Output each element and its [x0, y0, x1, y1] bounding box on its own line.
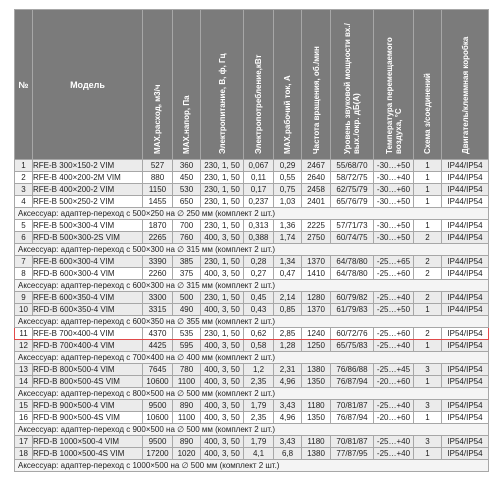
table-row [15, 292, 489, 304]
header-rotation-speed-text: Частота вращения, об./мин [311, 45, 321, 154]
cell-max-pressure: 780 [173, 364, 201, 376]
accessory-note: Аксессуар: адаптер-переход с 500×300 на ∅ 315 мм (комплект 2 шт.) [15, 244, 489, 256]
cell-air-temperature: -30…+50 [374, 220, 414, 232]
cell-air-temperature: -30…+40 [374, 172, 414, 184]
cell-max-current: 6,8 [274, 448, 302, 460]
cell-max-pressure: 360 [173, 160, 201, 172]
cell-max-pressure: 760 [173, 232, 201, 244]
cell-number: 16 [15, 412, 33, 424]
accessory-row [15, 388, 489, 400]
header-air-temperature [374, 10, 414, 160]
cell-power-supply: 230, 1, 50 [201, 172, 244, 184]
cell-rotation-speed: 1350 [302, 412, 331, 424]
cell-model: RFE-B 600×350-4 VIM [33, 292, 143, 304]
cell-sound-power: 64/78/80 [331, 256, 374, 268]
table-row [15, 184, 489, 196]
cell-max-flow: 1870 [143, 220, 173, 232]
cell-power-consumption: 0,43 [244, 304, 274, 316]
cell-motor-terminal-box: IP54/IP54 [442, 328, 489, 340]
table-row [15, 160, 489, 172]
cell-max-current: 3,43 [274, 436, 302, 448]
cell-max-current: 0,47 [274, 268, 302, 280]
header-model [33, 10, 143, 160]
cell-power-consumption: 0,28 [244, 256, 274, 268]
cell-max-pressure: 375 [173, 268, 201, 280]
header-row [15, 10, 489, 160]
cell-model: RFD-B 1000×500-4S VIM [33, 448, 143, 460]
cell-power-supply: 400, 3, 50 [201, 436, 244, 448]
cell-sound-power: 70/81/87 [331, 436, 374, 448]
cell-model: RFE-B 700×400-4 VIM [33, 328, 143, 340]
cell-air-temperature: -25…+50 [374, 304, 414, 316]
cell-air-temperature: -25…+40 [374, 400, 414, 412]
cell-number: 11 [15, 328, 33, 340]
cell-number: 13 [15, 364, 33, 376]
cell-power-supply: 230, 1, 50 [201, 256, 244, 268]
header-max-current [274, 10, 302, 160]
cell-wiring-scheme: 1 [414, 376, 442, 388]
cell-rotation-speed: 1240 [302, 328, 331, 340]
cell-rotation-speed: 1370 [302, 304, 331, 316]
cell-power-consumption: 0,45 [244, 292, 274, 304]
cell-number: 17 [15, 436, 33, 448]
cell-number: 6 [15, 232, 33, 244]
cell-max-flow: 2265 [143, 232, 173, 244]
cell-motor-terminal-box: IP54/IP54 [442, 436, 489, 448]
cell-wiring-scheme: 3 [414, 436, 442, 448]
table-row [15, 340, 489, 352]
cell-model: RFD-B 1000×500-4 VIM [33, 436, 143, 448]
header-power-supply-text: Электропитание, В, ф, Гц [217, 53, 227, 154]
cell-model: RFD-B 900×500-4 VIM [33, 400, 143, 412]
cell-max-pressure: 890 [173, 436, 201, 448]
header-rotation-speed [302, 10, 331, 160]
cell-max-current: 1,34 [274, 256, 302, 268]
cell-max-flow: 10600 [143, 376, 173, 388]
cell-max-flow: 9500 [143, 400, 173, 412]
cell-power-consumption: 1,79 [244, 436, 274, 448]
cell-power-consumption: 0,58 [244, 340, 274, 352]
cell-power-supply: 400, 3, 50 [201, 340, 244, 352]
cell-max-current: 4,96 [274, 412, 302, 424]
cell-air-temperature: -30…+60 [374, 184, 414, 196]
cell-sound-power: 65/76/79 [331, 196, 374, 208]
cell-sound-power: 61/79/83 [331, 304, 374, 316]
cell-rotation-speed: 1250 [302, 340, 331, 352]
cell-power-consumption: 0,62 [244, 328, 274, 340]
cell-max-pressure: 1100 [173, 412, 201, 424]
cell-rotation-speed: 2750 [302, 232, 331, 244]
cell-rotation-speed: 1380 [302, 364, 331, 376]
cell-sound-power: 62/75/79 [331, 184, 374, 196]
fan-spec-table [14, 9, 489, 472]
cell-air-temperature: -25…+45 [374, 364, 414, 376]
cell-number: 9 [15, 292, 33, 304]
cell-sound-power: 58/72/75 [331, 172, 374, 184]
cell-max-current: 1,74 [274, 232, 302, 244]
cell-power-consumption: 0,27 [244, 268, 274, 280]
cell-max-current: 1,36 [274, 220, 302, 232]
cell-air-temperature: -25…+40 [374, 292, 414, 304]
cell-wiring-scheme: 2 [414, 256, 442, 268]
cell-max-pressure: 700 [173, 220, 201, 232]
cell-max-current: 2,31 [274, 364, 302, 376]
cell-model: RFE-B 400×200-2 VIM [33, 184, 143, 196]
cell-model: RFD-B 600×300-4 VIM [33, 268, 143, 280]
cell-motor-terminal-box: IP44/IP54 [442, 268, 489, 280]
cell-sound-power: 76/86/88 [331, 364, 374, 376]
cell-max-flow: 4370 [143, 328, 173, 340]
cell-sound-power: 77/87/95 [331, 448, 374, 460]
cell-motor-terminal-box: IP54/IP54 [442, 400, 489, 412]
cell-motor-terminal-box: IP44/IP54 [442, 304, 489, 316]
cell-power-supply: 230, 1, 50 [201, 160, 244, 172]
cell-wiring-scheme: 1 [414, 340, 442, 352]
cell-max-flow: 3300 [143, 292, 173, 304]
cell-air-temperature: -25…+40 [374, 436, 414, 448]
accessory-row [15, 424, 489, 436]
cell-model: RFE-B 500×300-4 VIM [33, 220, 143, 232]
table-row [15, 448, 489, 460]
table-row [15, 412, 489, 424]
cell-motor-terminal-box: IP44/IP54 [442, 220, 489, 232]
table-row [15, 436, 489, 448]
cell-air-temperature: -20…+60 [374, 376, 414, 388]
cell-max-current: 2,14 [274, 292, 302, 304]
cell-air-temperature: -30…+50 [374, 160, 414, 172]
cell-number: 4 [15, 196, 33, 208]
cell-power-supply: 400, 3, 50 [201, 268, 244, 280]
cell-model: RFD-B 800×500-4 VIM [33, 364, 143, 376]
table-row [15, 196, 489, 208]
cell-power-consumption: 4,1 [244, 448, 274, 460]
cell-max-pressure: 1100 [173, 376, 201, 388]
cell-model: RFD-B 700×400-4 VIM [33, 340, 143, 352]
cell-max-pressure: 1020 [173, 448, 201, 460]
cell-max-pressure: 530 [173, 184, 201, 196]
cell-max-flow: 7645 [143, 364, 173, 376]
header-power-consumption-text: Электропотребление,кВт [254, 54, 263, 154]
cell-max-flow: 3390 [143, 256, 173, 268]
accessory-note: Аксессуар: адаптер-переход с 600×300 на ∅ 315 мм (комплект 2 шт.) [15, 280, 489, 292]
cell-wiring-scheme: 1 [414, 304, 442, 316]
table-body [15, 160, 489, 472]
table-row [15, 172, 489, 184]
cell-wiring-scheme: 2 [414, 232, 442, 244]
cell-number: 8 [15, 268, 33, 280]
cell-sound-power: 60/74/75 [331, 232, 374, 244]
spec-table-container [14, 9, 488, 472]
cell-wiring-scheme: 1 [414, 448, 442, 460]
cell-sound-power: 70/81/87 [331, 400, 374, 412]
cell-model: RFD-B 800×500-4S VIM [33, 376, 143, 388]
cell-motor-terminal-box: IP44/IP54 [442, 256, 489, 268]
cell-power-supply: 230, 1, 50 [201, 184, 244, 196]
cell-power-supply: 230, 1, 50 [201, 196, 244, 208]
cell-air-temperature: -30…+50 [374, 196, 414, 208]
header-max-current-text: MAX.рабочий ток, А [283, 74, 292, 154]
cell-rotation-speed: 1380 [302, 448, 331, 460]
accessory-row [15, 208, 489, 220]
accessory-note: Аксессуар: адаптер-переход с 800×500 на ∅ 500 мм (комплект 2 шт.) [15, 388, 489, 400]
cell-number: 7 [15, 256, 33, 268]
cell-max-current: 3,43 [274, 400, 302, 412]
cell-rotation-speed: 2458 [302, 184, 331, 196]
cell-max-flow: 880 [143, 172, 173, 184]
cell-power-consumption: 0,11 [244, 172, 274, 184]
cell-sound-power: 76/87/94 [331, 412, 374, 424]
cell-max-current: 1,03 [274, 196, 302, 208]
cell-max-current: 0,55 [274, 172, 302, 184]
cell-sound-power: 64/78/80 [331, 268, 374, 280]
accessory-row [15, 244, 489, 256]
cell-motor-terminal-box: IP44/IP54 [442, 196, 489, 208]
cell-rotation-speed: 1350 [302, 376, 331, 388]
cell-number: 1 [15, 160, 33, 172]
cell-number: 18 [15, 448, 33, 460]
cell-model: RFE-B 500×250-2 VIM [33, 196, 143, 208]
accessory-note: Аксессуар: адаптер-переход с 600×350 на ∅ 355 мм (комплект 2 шт.) [15, 316, 489, 328]
header-power-consumption [244, 10, 274, 160]
cell-wiring-scheme: 1 [414, 196, 442, 208]
cell-number: 15 [15, 400, 33, 412]
cell-max-flow: 17200 [143, 448, 173, 460]
cell-max-flow: 3315 [143, 304, 173, 316]
cell-number: 10 [15, 304, 33, 316]
cell-power-supply: 400, 3, 50 [201, 232, 244, 244]
cell-power-consumption: 0,313 [244, 220, 274, 232]
cell-air-temperature: -25…+65 [374, 256, 414, 268]
table-row [15, 256, 489, 268]
cell-number: 5 [15, 220, 33, 232]
table-row [15, 364, 489, 376]
accessory-note: Аксессуар: адаптер-переход с 1000×500 на ∅ 500 мм (комплект 2 шт.) [15, 460, 489, 472]
cell-motor-terminal-box: IP54/IP54 [442, 340, 489, 352]
cell-max-current: 2,85 [274, 328, 302, 340]
cell-wiring-scheme: 1 [414, 172, 442, 184]
cell-rotation-speed: 2401 [302, 196, 331, 208]
cell-max-flow: 4425 [143, 340, 173, 352]
cell-wiring-scheme: 1 [414, 160, 442, 172]
header-wiring-scheme-text: Схема з/соединений [423, 72, 432, 154]
cell-max-pressure: 490 [173, 304, 201, 316]
cell-number: 12 [15, 340, 33, 352]
cell-max-current: 1,28 [274, 340, 302, 352]
cell-motor-terminal-box: IP44/IP54 [442, 184, 489, 196]
cell-motor-terminal-box: IP44/IP54 [442, 292, 489, 304]
cell-number: 3 [15, 184, 33, 196]
cell-power-consumption: 1,79 [244, 400, 274, 412]
cell-sound-power: 55/68/70 [331, 160, 374, 172]
cell-wiring-scheme: 2 [414, 328, 442, 340]
cell-model: RFE-B 400×200-2M VIM [33, 172, 143, 184]
header-max-pressure-text: MAX.напор, Па [182, 94, 191, 154]
accessory-row [15, 460, 489, 472]
cell-power-supply: 400, 3, 50 [201, 448, 244, 460]
cell-sound-power: 60/72/76 [331, 328, 374, 340]
cell-max-flow: 9500 [143, 436, 173, 448]
table-row [15, 268, 489, 280]
cell-number: 2 [15, 172, 33, 184]
cell-max-pressure: 500 [173, 292, 201, 304]
cell-max-flow: 2260 [143, 268, 173, 280]
accessory-row [15, 280, 489, 292]
cell-rotation-speed: 1370 [302, 256, 331, 268]
table-header [15, 10, 489, 160]
cell-max-pressure: 595 [173, 340, 201, 352]
header-motor-terminal-box-text: Двигатель/клеммная коробка [460, 36, 470, 154]
cell-sound-power: 76/87/94 [331, 376, 374, 388]
cell-power-supply: 400, 3, 50 [201, 412, 244, 424]
cell-rotation-speed: 1280 [302, 292, 331, 304]
cell-motor-terminal-box: IP54/IP54 [442, 412, 489, 424]
cell-max-pressure: 535 [173, 328, 201, 340]
cell-model: RFD-B 900×500-4S VIM [33, 412, 143, 424]
cell-motor-terminal-box: IP54/IP54 [442, 376, 489, 388]
cell-max-current: 4,96 [274, 376, 302, 388]
cell-motor-terminal-box: IP54/IP54 [442, 448, 489, 460]
cell-max-current: 0,75 [274, 184, 302, 196]
cell-power-supply: 400, 3, 50 [201, 304, 244, 316]
cell-sound-power: 65/75/83 [331, 340, 374, 352]
cell-power-consumption: 1,2 [244, 364, 274, 376]
cell-power-supply: 400, 3, 50 [201, 376, 244, 388]
header-max-flow [143, 10, 173, 160]
cell-power-supply: 400, 3, 50 [201, 364, 244, 376]
header-number-text: № [18, 79, 29, 90]
cell-motor-terminal-box: IP44/IP54 [442, 172, 489, 184]
cell-model: RFD-B 600×350-4 VIM [33, 304, 143, 316]
cell-air-temperature: -25…+60 [374, 328, 414, 340]
header-wiring-scheme [414, 10, 442, 160]
cell-rotation-speed: 2225 [302, 220, 331, 232]
cell-power-supply: 230, 1, 50 [201, 220, 244, 232]
cell-max-flow: 10600 [143, 412, 173, 424]
cell-wiring-scheme: 1 [414, 220, 442, 232]
cell-power-consumption: 0,17 [244, 184, 274, 196]
cell-max-pressure: 450 [173, 172, 201, 184]
cell-power-consumption: 0,388 [244, 232, 274, 244]
accessory-note: Аксессуар: адаптер-переход с 700×400 на ∅ 400 мм (комплект 2 шт.) [15, 352, 489, 364]
header-max-flow-text: MAX.расход, м3/ч [153, 84, 162, 154]
cell-air-temperature: -30…+50 [374, 232, 414, 244]
header-model-text: Модель [70, 79, 105, 90]
header-sound-power-text: Уровень звуковой мощности вх./вых./окр. дБ(А) [343, 22, 361, 154]
cell-air-temperature: -25…+40 [374, 448, 414, 460]
cell-motor-terminal-box: IP44/IP54 [442, 160, 489, 172]
cell-model: RFD-B 500×300-2S VIM [33, 232, 143, 244]
table-row [15, 376, 489, 388]
header-power-supply [201, 10, 244, 160]
cell-wiring-scheme: 1 [414, 184, 442, 196]
cell-rotation-speed: 2467 [302, 160, 331, 172]
cell-power-consumption: 2,35 [244, 412, 274, 424]
cell-max-current: 0,85 [274, 304, 302, 316]
cell-wiring-scheme: 3 [414, 400, 442, 412]
cell-model: RFE-B 600×300-4 VIM [33, 256, 143, 268]
header-sound-power [331, 10, 374, 160]
cell-wiring-scheme: 2 [414, 292, 442, 304]
header-air-temperature-text: Температура перемещаемого воздуха, °С [384, 36, 403, 154]
cell-sound-power: 60/79/82 [331, 292, 374, 304]
cell-max-flow: 1150 [143, 184, 173, 196]
cell-power-consumption: 2,35 [244, 376, 274, 388]
accessory-note: Аксессуар: адаптер-переход с 900×500 на ∅ 500 мм (комплект 2 шт.) [15, 424, 489, 436]
cell-power-supply: 230, 1, 50 [201, 328, 244, 340]
cell-power-supply: 230, 1, 50 [201, 292, 244, 304]
cell-air-temperature: -25…+60 [374, 268, 414, 280]
cell-rotation-speed: 2640 [302, 172, 331, 184]
cell-max-flow: 1455 [143, 196, 173, 208]
cell-wiring-scheme: 2 [414, 268, 442, 280]
cell-air-temperature: -25…+40 [374, 340, 414, 352]
header-motor-terminal-box [442, 10, 489, 160]
cell-motor-terminal-box: IP44/IP54 [442, 232, 489, 244]
cell-number: 14 [15, 376, 33, 388]
table-row [15, 304, 489, 316]
header-max-pressure [173, 10, 201, 160]
accessory-row [15, 316, 489, 328]
accessory-note: Аксессуар: адаптер-переход с 500×250 на ∅ 250 мм (комплект 2 шт.) [15, 208, 489, 220]
table-row-highlighted [15, 328, 489, 340]
cell-wiring-scheme: 1 [414, 412, 442, 424]
cell-max-flow: 527 [143, 160, 173, 172]
cell-motor-terminal-box: IP54/IP54 [442, 364, 489, 376]
cell-air-temperature: -20…+60 [374, 412, 414, 424]
table-row [15, 220, 489, 232]
cell-sound-power: 57/71/73 [331, 220, 374, 232]
cell-wiring-scheme: 3 [414, 364, 442, 376]
table-row [15, 400, 489, 412]
header-number [15, 10, 33, 160]
cell-power-supply: 400, 3, 50 [201, 400, 244, 412]
cell-power-consumption: 0,067 [244, 160, 274, 172]
cell-model: RFE-B 300×150-2 VIM [33, 160, 143, 172]
cell-rotation-speed: 1180 [302, 436, 331, 448]
cell-rotation-speed: 1180 [302, 400, 331, 412]
cell-max-pressure: 890 [173, 400, 201, 412]
cell-rotation-speed: 1410 [302, 268, 331, 280]
cell-max-pressure: 385 [173, 256, 201, 268]
cell-power-consumption: 0,237 [244, 196, 274, 208]
cell-max-pressure: 650 [173, 196, 201, 208]
cell-max-current: 0,29 [274, 160, 302, 172]
table-row [15, 232, 489, 244]
accessory-row [15, 352, 489, 364]
